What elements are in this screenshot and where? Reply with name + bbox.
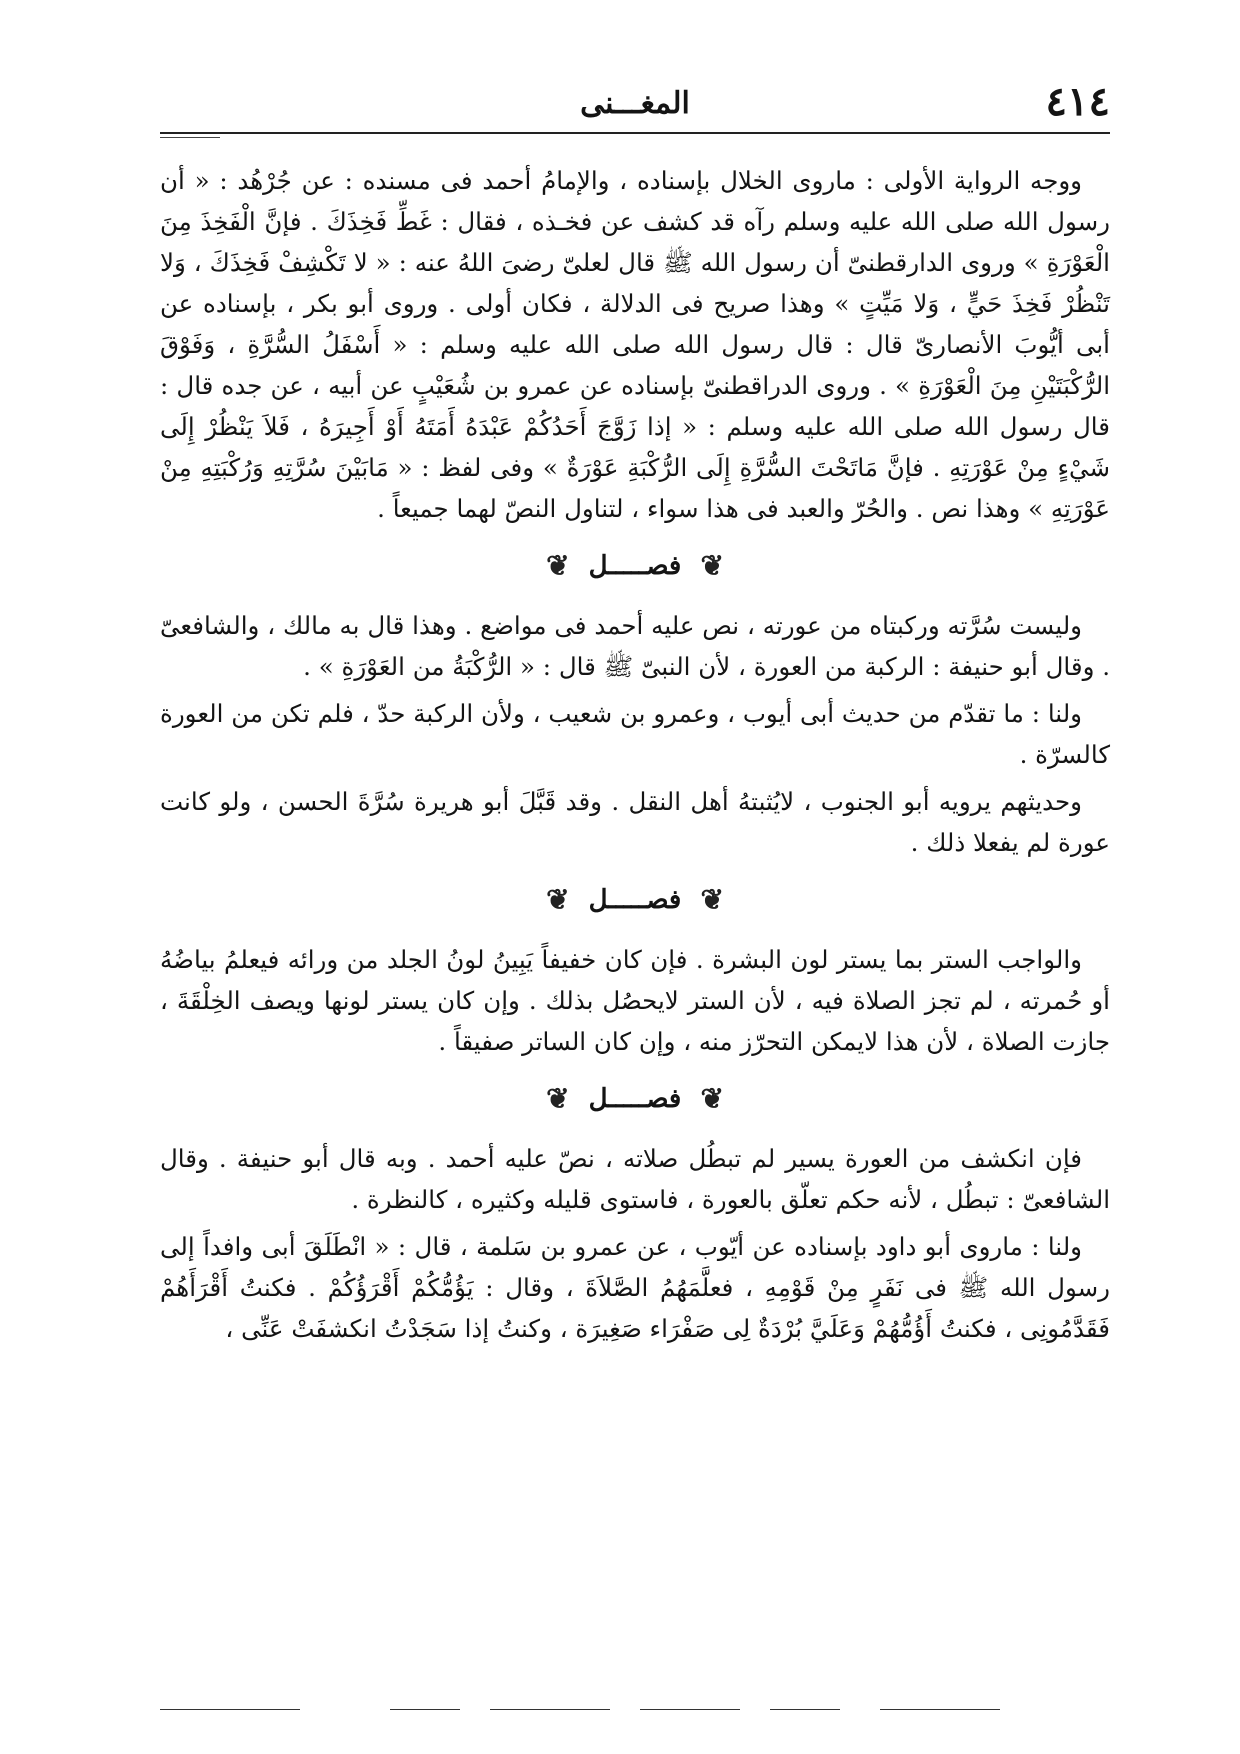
footer-rule xyxy=(640,1709,740,1710)
ornament-icon: ❦ xyxy=(546,549,570,582)
page-body xyxy=(160,160,1110,1349)
ornament-icon: ❦ xyxy=(700,883,724,916)
paragraph: ولنا : ماروى أبو داود بإسناده عن أيّوب ، عن عمرو بن سَلمة ، قال : « انْطَلَقَ أبى وافداً إلى رسول الله ﷺ فى نَفَرٍ مِنْ قَوْمِهِ ، فعلَّمَهُمُ الصَّلاَةَ ، وقال : يَؤُمُّكُمْ أَقْرَؤُكُمْ . فكنتُ أَقْرَأَهُمْ فَقَدَّمُونِى ، فكنتُ أَؤُمُّهُمْ وَعَلَيَّ بُرْدَةٌ لِى صَفْرَاء صَغِيرَة ، وكنتُ إذا سَجَدْتُ انكشفَتْ عَنِّى ، xyxy=(160,1232,1110,1343)
paragraph: ولنا : ما تقدّم من حديث أبى أيوب ، وعمرو بن شعيب ، ولأن الركبة حدّ ، فلم تكن من العورة كالسرّة . xyxy=(160,699,1110,769)
paragraph: وليست سُرَّته وركبتاه من عورته ، نص عليه أحمد فى مواضع . وهذا قال به مالك ، والشافعىّ . وقال أبو حنيفة : الركبة من العورة ، لأن النبىّ ﷺ قال : « الرُّكْبَةُ من العَوْرَةِ » . xyxy=(160,611,1110,681)
ornament-icon: ❦ xyxy=(700,549,724,582)
footer-rule xyxy=(160,1709,300,1710)
document-page xyxy=(160,70,1110,1710)
footer-rule xyxy=(880,1709,1000,1710)
paragraph: والواجب الستر بما يستر لون البشرة . فإن كان خفيفاً يَبِينُ لونُ الجلد من ورائه فيعلمُ بياضُهُ أو حُمرته ، لم تجز الصلاة فيه ، لأن الستر لايحصُل بذلك . وإن كان يستر لونها ويصف الخِلْقَةَ ، جازت الصلاة ، لأن هذا لايمكن التحرّز منه ، وإن كان الساتر صفيقاً . xyxy=(160,945,1110,1056)
page-number: ٤١٤ xyxy=(1045,78,1110,125)
paragraph: وحديثهم يرويه أبو الجنوب ، لايُثبتهُ أهل النقل . وقد قَبَّلَ أبو هريرة سُرَّةَ الحسن ، ولو كانت عورة لم يفعلا ذلك . xyxy=(160,787,1110,857)
section-heading xyxy=(160,1076,1110,1120)
section-heading xyxy=(160,543,1110,587)
footer-rule xyxy=(770,1709,840,1710)
page-header xyxy=(160,70,1110,134)
section-heading xyxy=(160,877,1110,921)
section-heading-text: فصـــــل xyxy=(588,551,682,581)
paragraph: فإن انكشف من العورة يسير لم تبطُل صلاته ، نصّ عليه أحمد . وبه قال أبو حنيفة . وقال الشافعىّ : تبطُل ، لأنه حكم تعلّق بالعورة ، فاستوى قليله وكثيره ، كالنظرة . xyxy=(160,1144,1110,1214)
ornament-icon: ❦ xyxy=(546,883,570,916)
section-heading-text: فصـــــل xyxy=(588,1084,682,1114)
paragraph: ووجه الرواية الأولى : ماروى الخلال بإسناده ، والإمامُ أحمد فى مسنده : عن جُرْهُد : « أن رسول الله صلى الله عليه وسلم رآه قد كشف عن فخـذه ، فقال : غَطِّ فَخِذَكَ . فإنَّ الْفَخِذَ مِنَ الْعَوْرَةِ » وروى الدارقطنىّ أن رسول الله ﷺ قال لعلىّ رضىَ اللهُ عنه : « لا تَكْشِفْ فَخِذَكَ ، وَلا تَنْظُرْ فَخِذَ حَيٍّ ، وَلا مَيِّتٍ » وهذا صريح فى الدلالة ، فكان أولى . وروى أبو بكر ، بإسناده عن أبى أيُّوبَ الأنصارىّ قال : قال رسول الله صلى الله عليه وسلم : « أَسْفَلُ السُّرَّةِ ، وَفَوْقَ الرُّكْبَتَيْنِ مِنَ الْعَوْرَةِ » . وروى الدراقطنىّ بإسناده عن عمرو بن شُعَيْبٍ عن أبيه ، عن جده قال : قال رسول الله صلى الله عليه وسلم : « إذا زَوَّجَ أَحَدُكُمْ عَبْدَهُ أَمَتَهُ أَوْ أَجِيرَهُ ، فَلاَ يَنْظُرْ إِلَى شَيْءٍ مِنْ عَوْرَتِهِ . فإنَّ مَاتَحْتَ السُّرَّةِ إِلَى الرُّكْبَةِ عَوْرَةٌ » وفى لفظ : « مَابَيْنَ سُرَّتِهِ وَرُكْبَتِهِ مِنْ عَوْرَتِهِ » وهذا نص . والحُرّ والعبد فى هذا سواء ، لتناول النصّ لهما جميعاً . xyxy=(160,166,1110,523)
book-title: المغـــنى xyxy=(580,86,690,121)
header-rule xyxy=(160,137,220,138)
footer-rule xyxy=(390,1709,460,1710)
ornament-icon: ❦ xyxy=(700,1082,724,1115)
ornament-icon: ❦ xyxy=(546,1082,570,1115)
footer-rule xyxy=(490,1709,610,1710)
section-heading-text: فصـــــل xyxy=(588,885,682,915)
footer-rules xyxy=(160,1700,1110,1710)
